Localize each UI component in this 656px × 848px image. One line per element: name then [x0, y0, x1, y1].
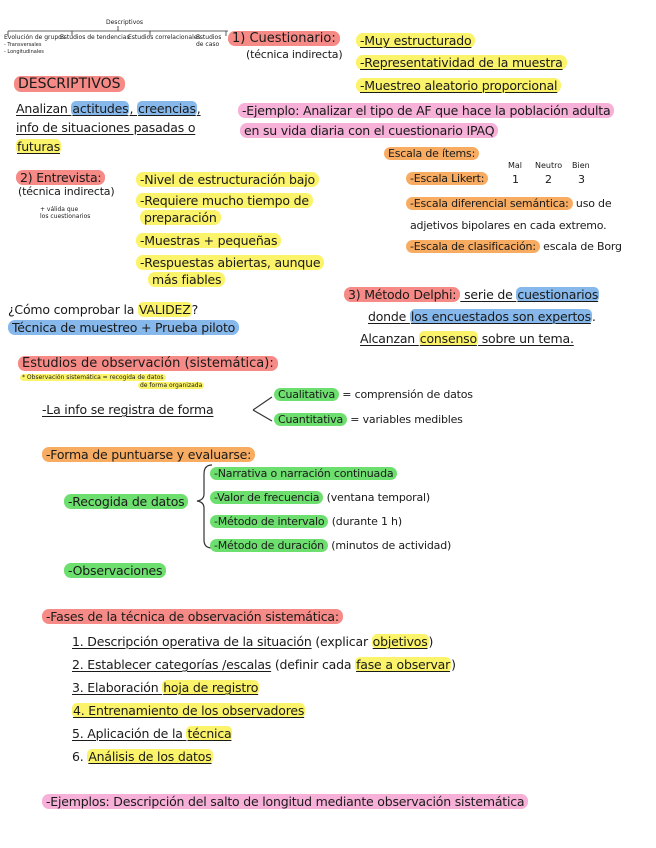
metodo-4: -Método de duración (minutos de actividad) [210, 539, 451, 553]
diagram-header: Descriptivos [106, 19, 144, 26]
entrevista-title: 2) Entrevista: [16, 170, 105, 186]
escala-diferencial-l2: adjetivos bipolares en cada extremo. [410, 219, 607, 232]
likert-label-3: Bien [572, 161, 590, 170]
entrevista-item-4b: más fiables [148, 272, 225, 288]
likert-label-1: Mal [508, 161, 523, 170]
fases-title: -Fases de la técnica de observación sistemática: [42, 609, 343, 625]
observacion-registro: -La info se registra de forma [42, 402, 214, 417]
diagram-col2: Estudios de tendencias [60, 34, 130, 41]
entrevista-item-1: -Nivel de estructuración bajo [136, 172, 319, 188]
fase-6: 6. Análisis de los datos [72, 749, 212, 764]
escala-likert: -Escala Likert: [406, 172, 488, 186]
observacion-note-l2: de forma organizada [140, 382, 203, 389]
ejemplos: -Ejemplos: Descripción del salto de longitud mediante observación sistemática [42, 794, 528, 810]
cuestionario-item-1: -Muy estructurado [356, 33, 475, 49]
entrevista-note-l1: + válida que [40, 206, 79, 213]
cuestionario-example-l2: en su vida diaria con el cuestionario IPAQ [240, 123, 498, 139]
metodo-2: -Valor de frecuencia (ventana temporal) [210, 491, 430, 505]
delphi-l3: Alcanzan consenso sobre un tema. [360, 331, 574, 346]
fase-3: 3. Elaboración hoja de registro [72, 680, 259, 695]
diagram-col1: Evolución de grupos [4, 34, 65, 41]
cuestionario-item-3: -Muestreo aleatorio proporcional [356, 78, 561, 94]
metodo-1: -Narrativa o narración continuada [210, 467, 397, 481]
delphi-l1: 3) Método Delphi: serie de cuestionarios [344, 287, 599, 303]
fase-4: 4. Entrenamiento de los observadores [73, 703, 305, 718]
likert-label-2: Neutro [535, 161, 563, 170]
fase-5: 5. Aplicación de la técnica [72, 726, 232, 741]
diagram-col1-sub2: - Longitudinales [4, 49, 44, 55]
recogida-datos: -Recogida de datos [64, 494, 188, 510]
entrevista-item-3: -Muestras + pequeñas [136, 233, 281, 249]
observacion-note-l1: * Observación sistemática = recogida de datos [22, 374, 164, 381]
descriptivos-title: DESCRIPTIVOS [14, 75, 125, 93]
descriptivos-line3: futuras [17, 139, 61, 154]
cuestionario-item-2: -Representatividad de la muestra [356, 55, 567, 71]
descriptivos-line2: info de situaciones pasadas o [16, 120, 196, 135]
forma-puntuarse: -Forma de puntuarse y evaluarse: [42, 447, 255, 463]
fase-1: 1. Descripción operativa de la situación (explicar objetivos) [72, 634, 434, 649]
delphi-l2: donde los encuestados son expertos. [368, 309, 596, 324]
escala-clasificacion: -Escala de clasificación: escala de Borg [406, 240, 622, 254]
diagram-col1-sub1: - Transversales [4, 42, 42, 48]
cuestionario-title: 1) Cuestionario: [228, 30, 340, 47]
validez-answer: Técnica de muestreo + Prueba piloto [8, 320, 239, 336]
diagram-col4: Estudios de caso [196, 34, 222, 48]
cuestionario-example-l1: -Ejemplo: Analizar el tipo de AF que hace la población adulta [238, 103, 614, 119]
likert-value-1: 1 [512, 173, 519, 186]
entrevista-note-l2: los cuestionarios [40, 213, 91, 220]
observacion-title: Estudios de observación (sistemática): [18, 355, 278, 372]
cuestionario-subtitle: (técnica indirecta) [246, 48, 343, 61]
observaciones: -Observaciones [64, 563, 166, 579]
fase-2: 2. Establecer categorías /escalas (definir cada fase a observar) [72, 657, 456, 672]
escala-diferencial: -Escala diferencial semántica: uso de [406, 197, 611, 211]
escala-title: Escala de ítems: [384, 147, 479, 161]
metodo-3: -Método de intervalo (durante 1 h) [210, 515, 402, 529]
cualitativa: Cualitativa = comprensión de datos [274, 388, 473, 402]
likert-value-2: 2 [545, 173, 552, 186]
entrevista-item-4: -Respuestas abiertas, aunque [136, 255, 324, 271]
cuantitativa: Cuantitativa = variables medibles [274, 413, 463, 427]
entrevista-item-2b: preparación [140, 210, 221, 226]
entrevista-item-2: -Requiere mucho tiempo de [136, 193, 313, 209]
diagram-col3: Estudios correlacionales [128, 34, 201, 41]
validez-question: ¿Cómo comprobar la VALIDEZ? [8, 302, 199, 317]
entrevista-subtitle: (técnica indirecta) [18, 185, 115, 198]
likert-value-3: 3 [578, 173, 585, 186]
descriptivos-line1: Analizan actitudes, creencias, [16, 101, 201, 116]
